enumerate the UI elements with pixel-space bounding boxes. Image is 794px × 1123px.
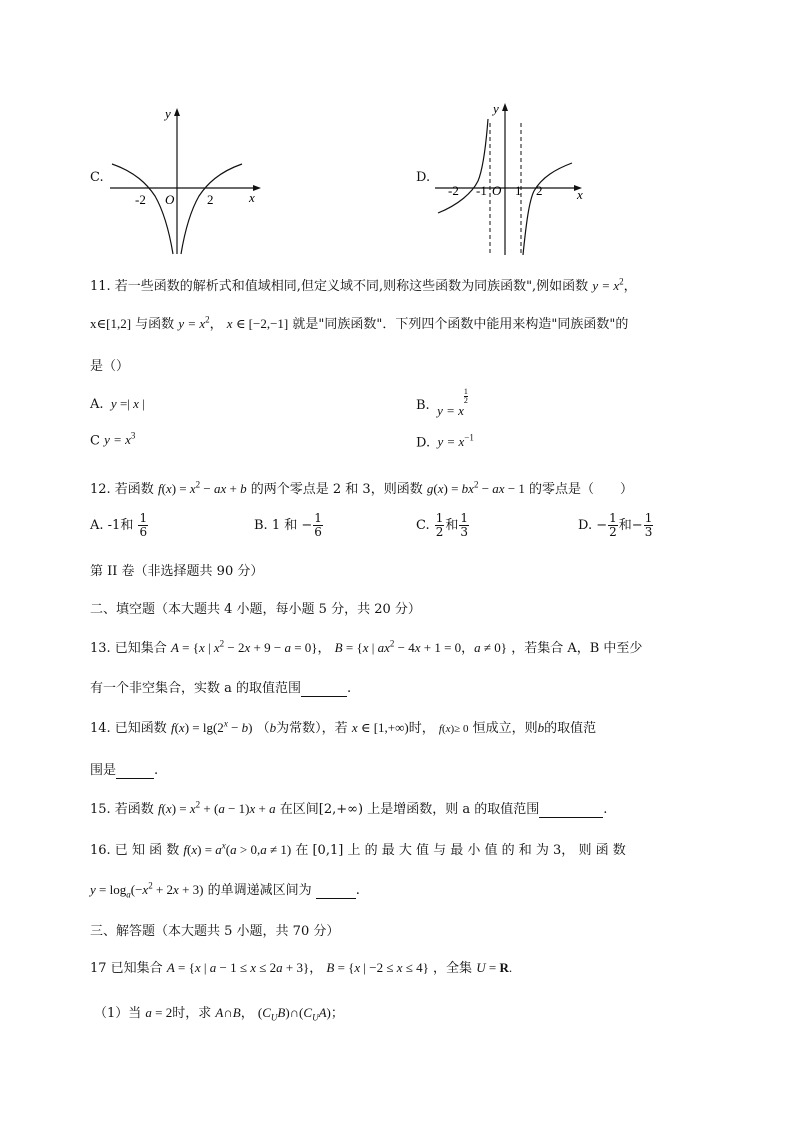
q13-line1: 13. 已知集合 A = {x | $x^2 - 2x + 9 - a = 0$}， B = {x | $ax^2 - 4x + 1 = 0$，a ≠ 0} ，若集合 A，B 中至少 [90,638,643,656]
graph-d-left-curve [438,119,488,213]
q17-set-b: B = {x | −2 ≤ x ≤ 4} [326,960,429,975]
q11-option-a-label: A. [90,397,104,412]
fill-in-header: 二、填空题（本大题共 4 小题，每小题 5 分，共 20 分） [90,602,421,617]
q17-universal: U = R. [476,960,513,975]
q12-option-c-frac2: $\frac{1}{3}$ [460,511,469,539]
q17-complement-expr: $(C_UB)\cap(C_UA)$ [257,1005,331,1023]
q12-option-b-label: B. 1 和 [254,518,298,533]
q11-option-b[interactable] [416,387,468,418]
q11-end-text: 就是"同族函数"．下列四个函数中能用来构造"同族函数"的 [292,317,629,332]
q11-option-a-formula: y =| x | [107,396,145,411]
graph-c-right-curve [181,164,242,254]
graph-c-left-curve [112,164,173,254]
q17-set-a: A = {x | a − 1 ≤ x ≤ 2a + 3} [166,960,310,975]
q11-domain-1: x∈[1,2] [90,316,132,331]
q16-text-a: 16. 已 知 函 数 [90,843,180,858]
q15-interval: [2,+∞) [318,802,364,817]
q12-option-a[interactable] [90,512,149,539]
section-2-title: 第 II 卷（非选择题共 90 分） [90,564,264,579]
q13-text-b: ，若集合 A，B 中至少 [511,641,643,656]
q13-text-a: 13. 已知集合 [90,641,167,656]
q11-line1: 11. 若一些函数的解析式和值域相同,但定义域不同,则称这些函数为同族函数",例如函数 $y = x^2$， [90,276,637,294]
q12-option-d[interactable]: D. − $\frac{1}{2}$ 和− $\frac{1}{3}$ [578,511,653,539]
q12-stem-c: 的零点是（ ） [529,482,634,497]
graph-d-tick-neg1: -1 [476,183,487,198]
q15-text-c: 上是增函数，则 a 的取值范围 [367,802,540,817]
q11-line3: 是（） [90,359,130,374]
q12-option-c-frac1: $\frac{1}{2}$ [435,511,444,539]
q17-line1: 17 已知集合 A = {x | a − 1 ≤ x ≤ 2a + 3}， B = {x | −2 ≤ x ≤ 4} ，全集 U = R. [90,960,513,976]
q12-option-d-frac1: $\frac{1}{2}$ [609,511,617,539]
graph-d-tick-2: 2 [536,183,543,198]
q15-answer-blank[interactable] [539,802,603,818]
q11-formula-y-x2: $y = x^2$ [592,276,624,293]
q16-log-formula: $y = \log_a(-x^2 + 2x + 3)$ [90,880,204,900]
q13-answer-blank[interactable] [301,681,347,697]
q14-line2: 围是 . [90,763,159,778]
graph-c-y-label: y [165,106,171,121]
q11-option-d-formula: $y = x^{-1}$ [434,433,474,450]
q14-text-b: （ [256,721,270,736]
graph-d-label: D. [416,170,431,185]
q11-domain-2: x ∈ [−2,−1] [226,316,289,331]
q14-condition: f(x)≥ 0 [438,723,469,735]
q11-option-c-formula: $y = x^3$ [104,431,136,448]
q14-text-c: 为常数），若 [276,721,348,736]
graph-d-right-curve [523,163,572,255]
q13-text-line2: 有一个非空集合，实数 a 的取值范围 [90,681,302,696]
q17-intersection: A∩B [215,1005,241,1020]
q13-set-b: B = {x | $ax^2 - 4x + 1 = 0$，a ≠ 0} [334,638,508,655]
q11-option-d[interactable] [416,433,474,450]
q17-sub1-a: （1）当 [94,1006,142,1021]
graph-c [85,100,275,260]
graph-d-y-arrow [502,103,508,111]
q14-domain: x ∈ [1,+∞) [351,720,409,735]
q14-text-f: 的取值范 [544,721,597,736]
q17-sub1: （1）当 a = 2时，求 A∩B， $(C_UB)\cap(C_UA)$； [94,1005,344,1023]
q11-option-c[interactable] [90,431,135,448]
q11-option-b-label: B. [416,398,430,413]
graph-d [430,95,595,260]
q13-set-a: A = {x | $x^2 - 2x + 9 - a = 0$} [170,638,318,655]
q12-option-d-label: D. [578,518,593,533]
q14-answer-blank[interactable] [116,763,154,779]
q14-text-d: 时， [408,721,435,736]
q15-text-b: 在区间 [279,802,319,817]
q16-interval: [0,1] [312,843,344,858]
solve-header: 三、解答题（本大题共 5 小题，共 70 分） [90,924,340,939]
q12-g-formula: $g(x) = bx^2$ − ax − 1 [426,479,525,496]
q15-formula: $f(x) = x^2 + (a - 1)x + a$ [157,799,276,816]
q11-option-b-formula: y = x $\frac{1}{2}$ [433,387,468,418]
q17-a-value: a = 2 [145,1005,173,1020]
graph-c-y-arrow [174,108,180,116]
q11-stem-text: 11. 若一些函数的解析式和值域相同,但定义域不同,则称这些函数为同族函数",例如函数 [90,279,589,294]
q16-text-d: 的单调递减区间为 [207,883,312,898]
q12-f-formula: $f(x) = x^2$ − ax + b [157,479,247,496]
q12-stem-b: 的两个零点是 2 和 3，则函数 [250,482,423,497]
q14-text-e: 恒成立，则 [472,721,538,736]
graph-c-tick-2: 2 [207,192,214,207]
q12-option-c-label: C. [416,518,430,533]
graph-d-y-label: y [493,101,499,116]
graph-d-x-label: x [577,187,583,202]
graph-d-tick-neg2: -2 [448,183,459,198]
q12-stem-a: 12. 若函数 [90,482,154,497]
q11-line2: x∈[1,2] 与函数 $y = x^2$， x ∈ [−2,−1] 就是"同族函数"．下列四个函数中能用来构造"同族函数"的 [90,314,629,332]
q12-option-d-frac2: $\frac{1}{3}$ [644,511,653,539]
q12-option-c[interactable]: C. $\frac{1}{2}$ 和 $\frac{1}{3}$ [416,511,469,539]
q11-formula-2: $y = x^2$ [178,314,210,331]
q11-option-d-label: D. [416,435,431,451]
q17-sub1-c: ， [240,1006,254,1021]
q17-text-a: 17 已知集合 [90,961,163,976]
q16-text-b: 在 [295,843,309,858]
graph-c-label: C. [90,170,104,185]
q11-option-c-label: C [90,433,100,449]
q17-text-b: ，全集 [433,961,473,976]
q16-text-c: 上 的 最 大 值 与 最 小 值 的 和 为 3， 则 函 数 [347,843,626,858]
q15-text-a: 15. 若函数 [90,802,154,817]
q16-line2: $y = \log_a(-x^2 + 2x + 3)$ 的单调递减区间为 . [90,880,360,900]
q11-option-a[interactable] [90,396,145,412]
graph-c-tick-neg2: -2 [135,192,146,207]
graph-c-x-label: x [249,190,255,205]
q17-sub1-b: 时，求 [172,1006,212,1021]
graph-c-origin: O [165,192,175,207]
q12-option-b[interactable]: B. 1 和 − $\frac{1}{6}$ [254,511,322,539]
q13-line2: 有一个非空集合，实数 a 的取值范围 . [90,681,352,696]
q15-line: 15. 若函数 $f(x) = x^2 + (a - 1)x + a$ 在区间[2,+∞) 上是增函数，则 a 的取值范围 . [90,799,608,817]
q16-answer-blank[interactable] [316,883,356,899]
graph-d-tick-1: 1 [515,183,522,198]
q14-formula: $f(x) = \lg(2^x - b)$ [170,718,253,735]
q12-stem [90,478,633,497]
q14-line1: 14. 已知函数 $f(x) = \lg(2^x - b)$ （b为常数），若 x ∈ [1,+∞)时， f(x)≥ 0 恒成立，则b的取值范 [90,718,597,736]
q12-option-a-frac: $\frac{1}{6}$ [139,511,148,539]
graph-d-origin: O [492,183,502,198]
q12-option-b-frac: $\frac{1}{6}$ [314,511,322,539]
q16-formula: $f(x) = a^x(a > 0,a \ne 1)$ [183,840,292,857]
q11-mid-text: 与函数 [135,317,175,332]
q16-line1 [90,839,626,858]
q14-text-line2: 围是 [90,763,117,778]
q12-option-a-label: A. -1和 [90,518,134,533]
q14-text-a: 14. 已知函数 [90,721,167,736]
